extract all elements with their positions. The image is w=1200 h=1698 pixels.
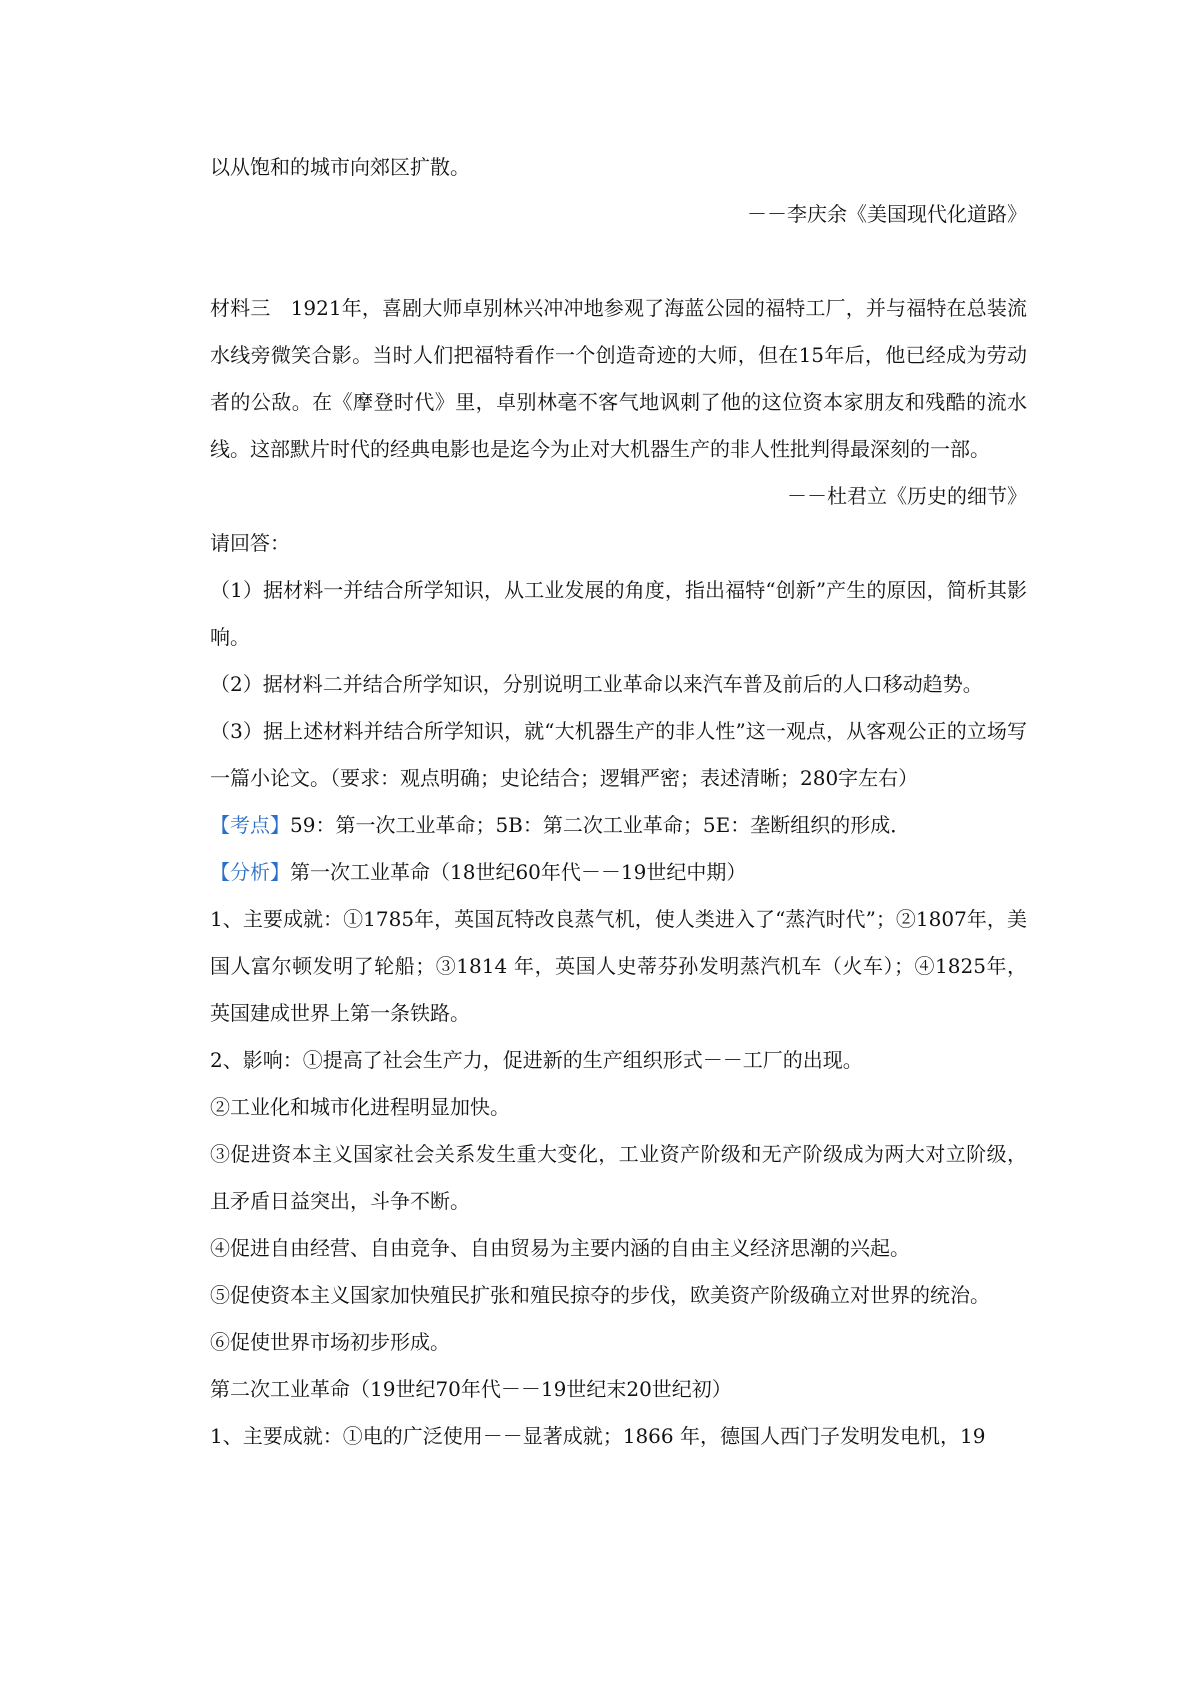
impact-6: ⑥促使世界市场初步形成。 — [210, 1330, 450, 1354]
prompt-line: 请回答： — [210, 531, 290, 555]
impact-3: ③促进资本主义国家社会关系发生重大变化，工业资产阶级和无产阶级成为两大对立阶级，且矛盾日益突出，斗争不断。 — [210, 1142, 1027, 1213]
blank-gap — [210, 238, 1027, 285]
fenxi-text: 第一次工业革命（18世纪60年代－－19世纪中期） — [290, 860, 747, 884]
kaodian-tag: 【考点】 — [210, 813, 290, 837]
document-body — [210, 144, 1027, 1460]
kaodian-line — [210, 802, 1027, 849]
question-1: （1）据材料一并结合所学知识，从工业发展的角度，指出福特“创新”产生的原因，简析其影响。 — [210, 578, 1027, 649]
source-citation: －－杜君立《历史的细节》 — [787, 484, 1027, 508]
paragraph-line: 以从饱和的城市向郊区扩散。 — [210, 155, 470, 179]
second-revolution-heading: 第二次工业革命（19世纪70年代－－19世纪末20世纪初） — [210, 1377, 732, 1401]
impact-4: ④促进自由经营、自由竞争、自由贸易为主要内涵的自由主义经济思潮的兴起。 — [210, 1236, 910, 1260]
impact-5: ⑤促使资本主义国家加快殖民扩张和殖民掠夺的步伐，欧美资产阶级确立对世界的统治。 — [210, 1283, 990, 1307]
impact-2: ②工业化和城市化进程明显加快。 — [210, 1095, 510, 1119]
question-3: （3）据上述材料并结合所学知识，就“大机器生产的非人性”这一观点，从客观公正的立场写一篇小论文。（要求：观点明确；史论结合；逻辑严密；表述清晰；280字左右） — [210, 719, 1027, 790]
question-2: （2）据材料二并结合所学知识，分别说明工业革命以来汽车普及前后的人口移动趋势。 — [210, 672, 983, 696]
fenxi-line — [210, 849, 1027, 896]
kaodian-text: 59：第一次工业革命；5B：第二次工业革命；5E：垄断组织的形成． — [290, 813, 911, 837]
achievements-1: 1、主要成就：①1785年，英国瓦特改良蒸气机，使人类进入了“蒸汽时代”；②1807年，美国人富尔顿发明了轮船；③1814 年，英国人史蒂芬孙发明蒸汽机车（火车）；④1825年，英国建成世界上第一条铁路。 — [210, 907, 1027, 1025]
impact-1: 2、影响：①提高了社会生产力，促进新的生产组织形式－－工厂的出现。 — [210, 1048, 863, 1072]
fenxi-tag: 【分析】 — [210, 860, 290, 884]
material-three: 材料三 1921年，喜剧大师卓别林兴冲冲地参观了海蓝公园的福特工厂，并与福特在总装流水线旁微笑合影。当时人们把福特看作一个创造奇迹的大师，但在15年后，他已经成为劳动者的公敌。在《摩登时代》里，卓别林毫不客气地讽刺了他的这位资本家朋友和残酷的流水线。这部默片时代的经典电影也是迄今为止对大机器生产的非人性批判得最深刻的一部。 — [210, 296, 1027, 461]
source-citation: －－李庆余《美国现代化道路》 — [747, 202, 1027, 226]
achievements-2: 1、主要成就：①电的广泛使用－－显著成就；1866 年，德国人西门子发明发电机，19 — [210, 1424, 986, 1448]
